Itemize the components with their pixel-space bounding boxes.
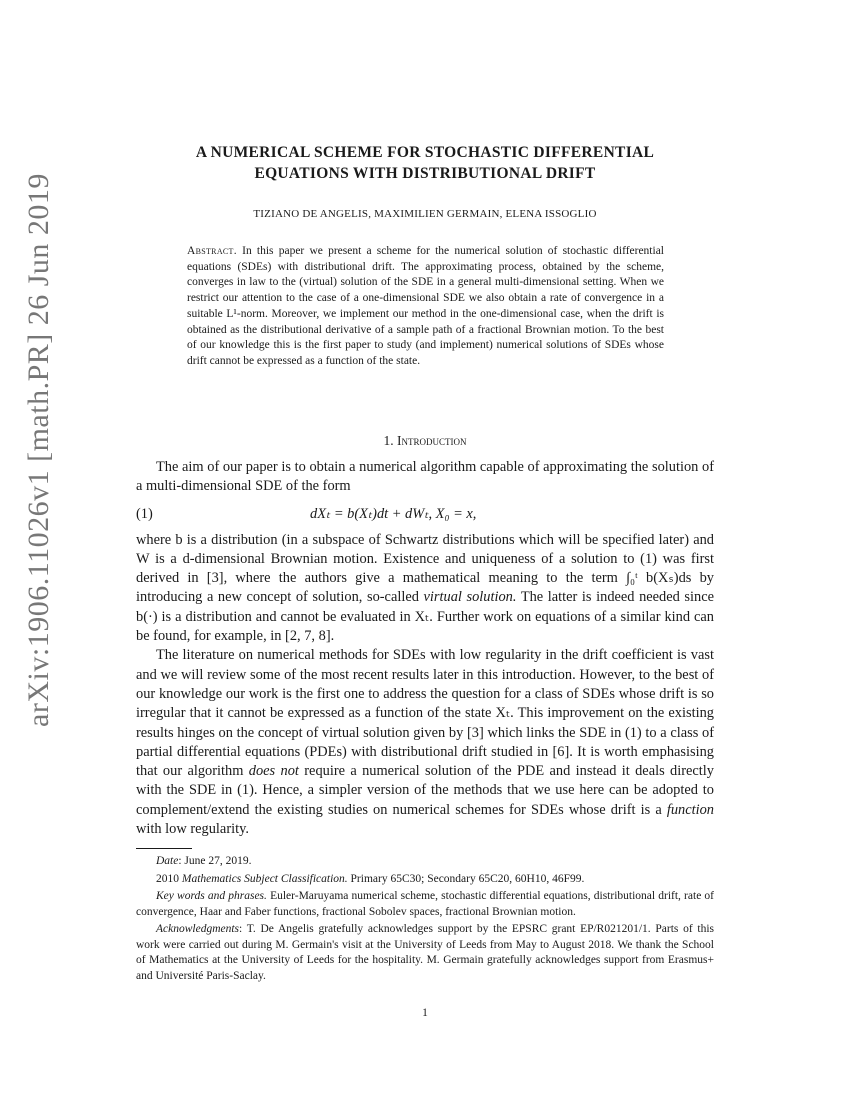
footnote-acknowledgments <box>136 922 714 984</box>
footnotes <box>136 848 714 984</box>
paragraph-2-part-b: require a numerical solution of the PDE and instead it deals directly with the SDE in (1). Hence, a simpler version of the methods that we use here can be adopted to complement/extend the existing studies on numerical schemes for SDEs whose drift is a <box>136 763 714 818</box>
paper-title <box>136 142 714 184</box>
page-number: 1 <box>422 1007 428 1019</box>
abstract-label: Abstract. <box>187 245 237 257</box>
paragraph-1-part-b: The latter is indeed needed since b(·) is a distribution and cannot be evaluated in Xₜ. Further work on equations of a similar kind can be found, for example, in [2, 7, 8]. <box>136 589 714 645</box>
body-text <box>136 458 714 839</box>
equation-number: (1) <box>136 505 153 522</box>
paragraph-2 <box>136 646 714 839</box>
abstract-text: In this paper we present a scheme for the numerical solution of stochastic differential equations (SDEs) with distributional drift. The approximating process, obtained by the scheme, converges in law to the (virtual) solution of the SDE in a general multi-dimensional setting. When we restrict our attention to the case of a one-dimensional SDE we also obtain a rate of convergence in a suitable L¹-norm. Moreover, we implement our method in the one-dimensional case, when the drift is obtained as the distributional derivative of a sample path of a fractional Brownian motion. To the best of our knowledge this is the first paper to study (and implement) numerical solutions of SDEs whose drift cannot be expressed as a function of the state. <box>187 245 665 367</box>
section-title-text: Introduction <box>397 433 467 448</box>
keywords-value: Euler-Maruyama numerical scheme, stochastic differential equations, distributional drift, rate of convergence, Haar and Faber functions, fractional Sobolev spaces, fractional Brownian motion. <box>136 890 715 918</box>
ack-value: : T. De Angelis gratefully acknowledges support by the EPSRC grant EP/R021201/1. Parts of this work were carried out during M. Germain's visit at the University of Leeds from May to August 2018. We thank the School of Mathematics at the University of Leeds for the hospitality. M. Germain gratefully acknowledges support from Erasmus+ and Université Paris-Saclay. <box>136 923 714 982</box>
msc-year: 2010 <box>156 872 179 885</box>
emphasis-function: function <box>666 801 714 818</box>
paragraph-1-part-a: where b is a distribution (in a subspace of Schwartz distributions which will be specified later) and W is a d-dimensional Brownian motion. Existence and uniqueness of a solution to (1) was first derived in [3], where the authors give a mathematical meaning to the term ∫₀ᵗ b(Xₛ)ds by introducing a new concept of solution, so-called <box>136 531 714 606</box>
paragraph-2-part-a: The literature on numerical methods for SDEs with low regularity in the drift coefficient is vast and we will review some of the most recent results later in this introduction. However, to the best of our knowledge our work is the first one to address the question for a class of SDEs whose drift is so irregular that it cannot be expressed as a function of the state Xₜ. This improvement on the existing results hinges on the concept of virtual solution given by [3] which links the SDE in (1) to a class of partial differential equations (PDEs) with distributional drift studied in [6]. It is worth emphasising that our algorithm <box>136 647 714 780</box>
footnote-keywords <box>136 889 714 920</box>
msc-label: Mathematics Subject Classification. <box>181 872 348 885</box>
section-heading <box>136 433 714 449</box>
author-list: TIZIANO DE ANGELIS, MAXIMILIEN GERMAIN, ELENA ISSOGLIO <box>253 208 597 220</box>
title-line-1: A NUMERICAL SCHEME FOR STOCHASTIC DIFFERENTIAL <box>195 144 655 161</box>
section-number: 1. <box>383 433 394 448</box>
emphasis-does-not: does not <box>248 763 299 780</box>
equation-body: dXₜ = b(Xₜ)dt + dWₜ, X₀ = x, <box>310 505 477 522</box>
footnote-date <box>136 854 714 870</box>
footnote-msc <box>136 872 714 888</box>
date-label: Date <box>156 855 179 867</box>
date-value: : June 27, 2019. <box>178 855 252 867</box>
paragraph-1 <box>136 531 714 647</box>
abstract <box>187 244 664 370</box>
title-line-2: EQUATIONS WITH DISTRIBUTIONAL DRIFT <box>254 165 596 182</box>
msc-value: Primary 65C30; Secondary 65C20, 60H10, 46F99. <box>350 872 585 885</box>
paragraph-2-part-c: with low regularity. <box>136 821 249 838</box>
ack-label: Acknowledgments <box>156 923 240 935</box>
footnote-divider <box>136 848 192 849</box>
arxiv-sidebar-stamp <box>14 173 64 727</box>
virtual-solution-term: virtual solution. <box>423 589 517 606</box>
paragraph-intro: The aim of our paper is to obtain a numerical algorithm capable of approximating the solution of a multi-dimensional SDE of the form <box>136 459 714 495</box>
keywords-label: Key words and phrases. <box>156 890 267 902</box>
arxiv-identifier: arXiv:1906.11026v1 [math.PR] 26 Jun 2019 <box>22 173 55 727</box>
equation-1 <box>136 501 714 527</box>
